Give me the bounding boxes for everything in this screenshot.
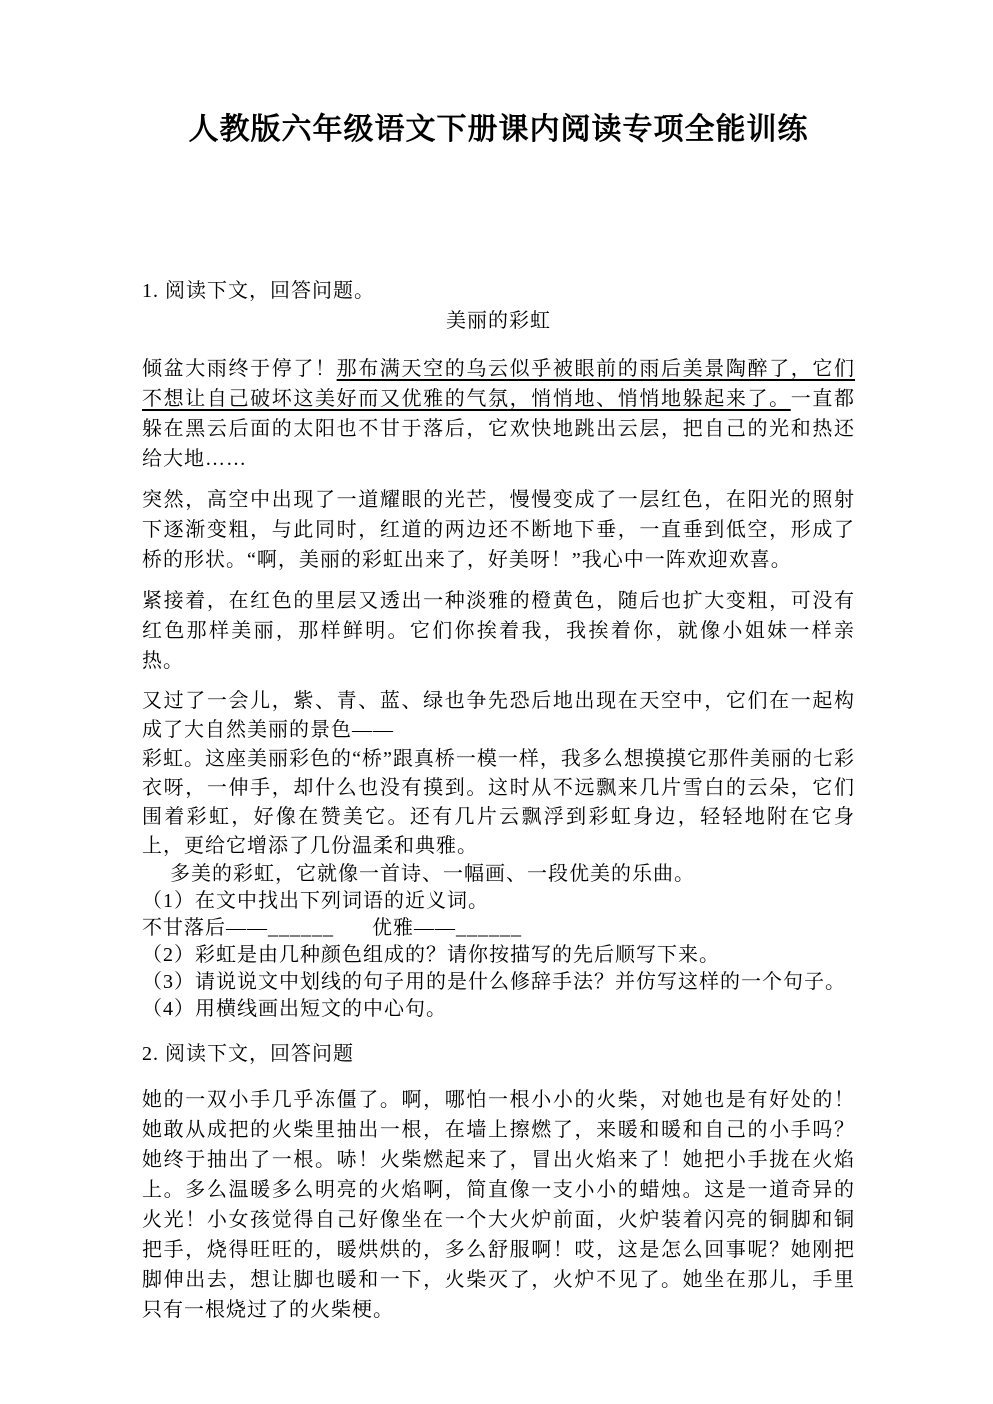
exercise-2-heading: 2. 阅读下文，回答问题 <box>142 1043 354 1065</box>
question-1: （1）在文中找出下列词语的近义词。 <box>142 890 489 912</box>
passage-paragraph: 她的一双小手几乎冻僵了。啊，哪怕一根小小的火柴，对她也是有好处的！她敢从成把的火柴里抽出一根，在墙上擦燃了，来暖和暖和自己的小手吗？她终于抽出了一根。哧！火柴燃起来了，冒出火焰来了！她把小手拢在火焰上。多么温暖多么明亮的火焰啊，简直像一支小小的蜡烛。这是一道奇异的火光！小女孩觉得自己好像坐在一个大火炉前面，火炉装着闪亮的铜脚和铜把手，烧得旺旺的，暖烘烘的，多么舒服啊！哎，这是怎么回事呢？她刚把脚伸出去，想让脚也暖和一下，火柴灭了，火炉不见了。她坐在那儿，手里只有一根烧过了的火柴梗。 <box>142 1089 855 1321</box>
paragraph-text: 倾盆大雨终于停了！ <box>142 358 337 380</box>
question-list <box>142 888 855 1023</box>
paragraph-text: 一直都躲在黑云后面的太阳也不甘于落后，它欢快地跳出云层，把自己的光和热还给大地…… <box>142 388 855 470</box>
underlined-sentence: 那布满天空的乌云似乎被眼前的雨后美景陶醉了，它们不想让自己破坏这美好而又优雅的气氛，悄悄地、悄悄地躲起来了。 <box>142 358 855 410</box>
passage-paragraph-1 <box>142 354 855 474</box>
document-title: 人教版六年级语文下册课内阅读专项全能训练 <box>188 113 809 146</box>
synonym-blank-2: ______ <box>456 917 522 939</box>
passage-paragraph-6: 多美的彩虹，它就像一首诗、一幅画、一段优美的乐曲。 <box>170 863 695 885</box>
passage-paragraph-2: 突然，高空中出现了一道耀眼的光芒，慢慢变成了一层红色，在阳光的照射下逐渐变粗，与此同时，红道的两边还不断地下垂，一直垂到低空，形成了桥的形状。“啊，美丽的彩虹出来了，好美呀！”我心中一阵欢迎欢喜。 <box>142 489 855 571</box>
exercise-1-heading: 1. 阅读下文，回答问题。 <box>142 280 375 302</box>
synonym-blank-1: ______ <box>268 917 334 939</box>
passage-paragraph-3: 紧接着，在红色的里层又透出一种淡雅的橙黄色，随后也扩大变粗，可没有红色那样美丽，那样鲜明。它们你挨着我，我挨着你，就像小姐妹一样亲热。 <box>142 590 855 672</box>
question-4: （4）用横线画出短文的中心句。 <box>142 998 447 1020</box>
paragraph-text: 彩虹。这座美丽彩色的“桥”跟真桥一模一样，我多么想摸摸它那件美丽的七彩衣呀，一伸手，却什么也没有摸到。这时从不远飘来几片雪白的云朵，它们围着彩虹，好像在赞美它。还有几片云飘浮到彩虹身边，轻轻地附在它身上，更给它增添了几份温柔和典雅。 <box>142 748 855 857</box>
synonym-label-1: 不甘落后—— <box>142 917 268 939</box>
question-3: （3）请说说文中划线的句子用的是什么修辞手法？并仿写这样的一个句子。 <box>142 971 846 993</box>
exercise-1-section <box>142 276 855 1023</box>
passage-paragraph-4 <box>142 687 855 861</box>
synonym-label-2: 优雅—— <box>372 917 456 939</box>
exercise-2-section <box>142 1039 855 1325</box>
paragraph-text: 又过了一会儿，紫、青、蓝、绿也争先恐后地出现在天空中，它们在一起构成了大自然美丽的景色—— <box>142 690 855 741</box>
passage-title: 美丽的彩虹 <box>446 310 551 332</box>
synonym-blank-line <box>142 915 855 942</box>
question-2: （2）彩虹是由几种颜色组成的？请你按描写的先后顺写下来。 <box>142 944 720 966</box>
